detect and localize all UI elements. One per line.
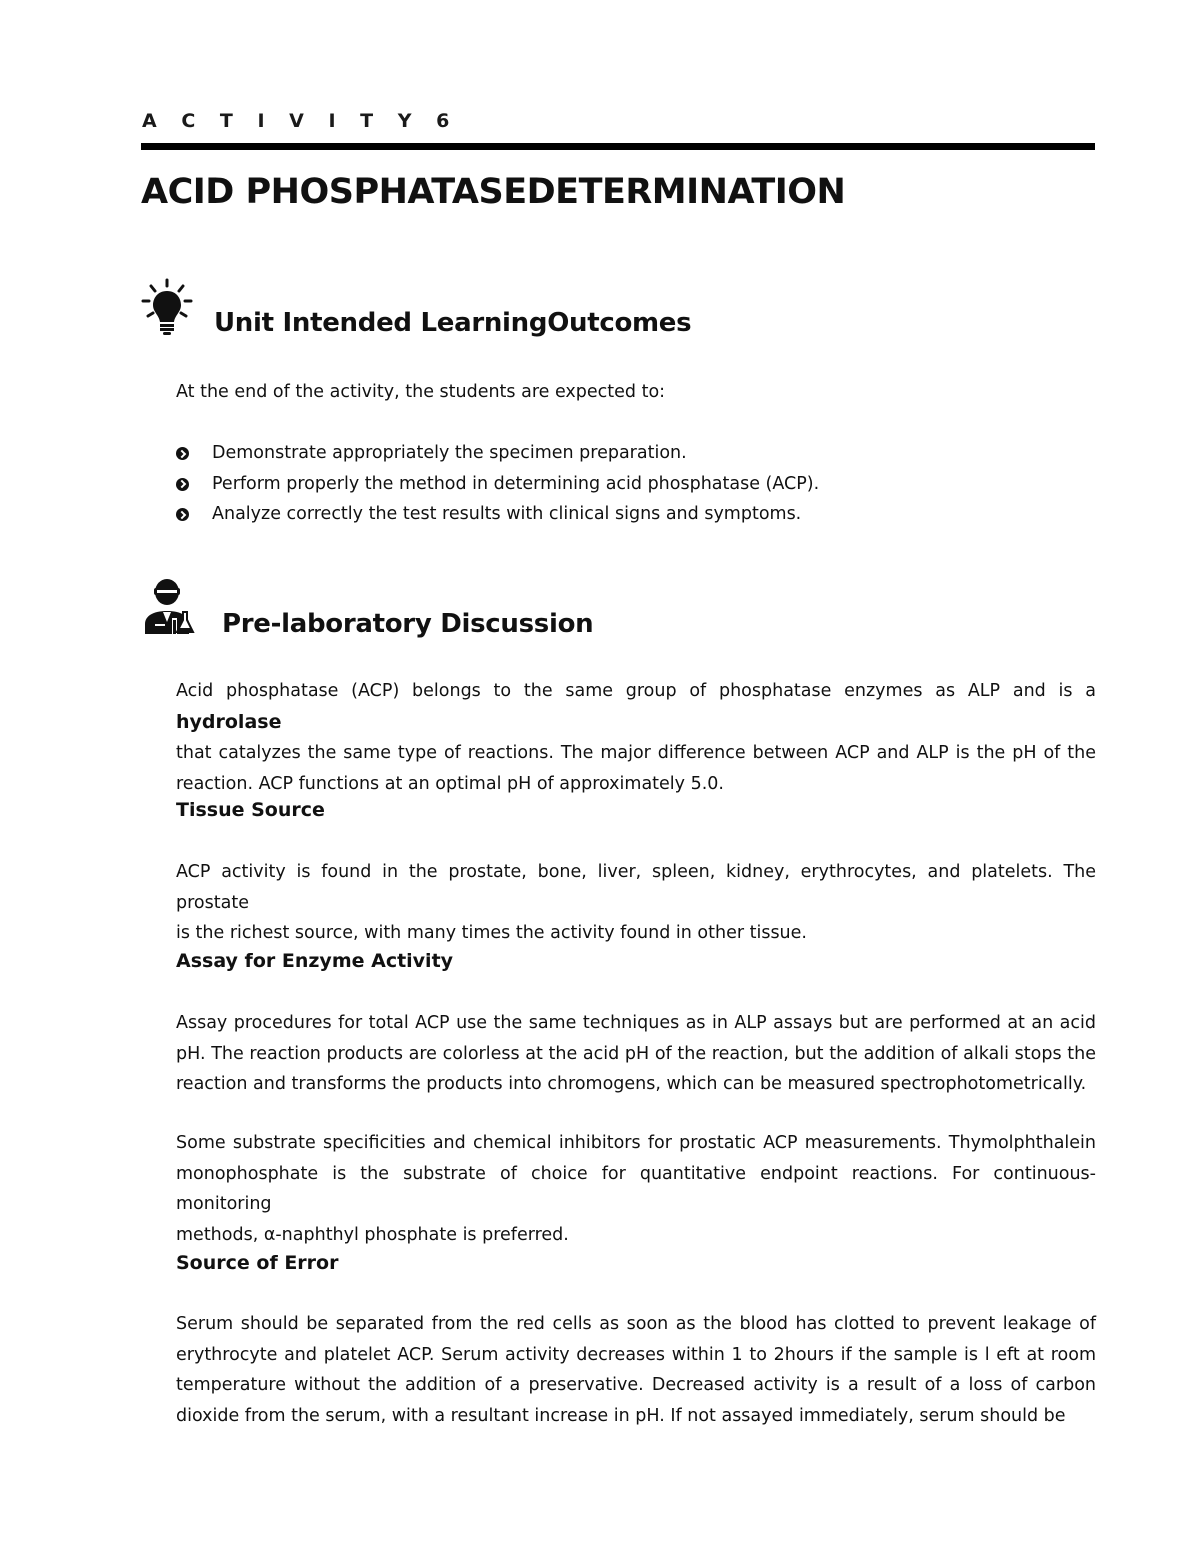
text-line: Assay procedures for total ACP use the same techniques as in ALP assays but are performed at an acid (176, 1013, 1096, 1033)
assay-heading: Assay for Enzyme Activity (176, 950, 454, 972)
text-line: reaction and transforms the products into chromogens, which can be measured spectrophotometrically. (176, 1074, 1087, 1094)
error-heading: Source of Error (176, 1252, 339, 1274)
list-item (176, 469, 819, 500)
text-line: pH. The reaction products are colorless at the acid pH of the reaction, but the addition of alkali stops the (176, 1043, 1096, 1064)
text-line: Some substrate specificities and chemical inhibitors for prostatic ACP measurements. Thymolphthalein (176, 1133, 1096, 1153)
error-text (176, 1309, 1096, 1431)
chevron-right-icon (176, 447, 189, 460)
bold-term: hydrolase (176, 710, 282, 733)
text-line: Serum should be separated from the red cells as soon as the blood has clotted to prevent leakage of (176, 1314, 1096, 1334)
list-item (176, 499, 819, 530)
list-item-text: Demonstrate appropriately the specimen preparation. (212, 443, 687, 463)
text-line: dioxide from the serum, with a resultant increase in pH. If not assayed immediately, serum should be (176, 1405, 1066, 1426)
list-item-text: Analyze correctly the test results with clinical signs and symptoms. (212, 504, 802, 524)
outcomes-list (176, 438, 819, 530)
assay-text-2 (176, 1128, 1096, 1250)
text-line: that catalyzes the same type of reactions. The major difference between ACP and ALP is the pH of the (176, 743, 1096, 763)
prelab-intro (176, 676, 1096, 799)
chevron-right-icon (176, 478, 189, 491)
outcomes-heading: Unit Intended LearningOutcomes (214, 308, 692, 338)
lightbulb-icon (140, 278, 194, 338)
list-item-text: Perform properly the method in determining acid phosphatase (ACP). (212, 473, 820, 494)
tissue-source-text (176, 857, 1096, 949)
page-title: ACID PHOSPHATASEDETERMINATION (141, 172, 846, 212)
assay-text-1 (176, 1008, 1096, 1100)
activity-label: A C T I V I T Y 6 (142, 110, 459, 132)
prelab-heading: Pre-laboratory Discussion (222, 609, 594, 639)
title-divider (141, 143, 1095, 150)
text-line (176, 676, 1096, 738)
text-line: is the richest source, with many times the activity found in other tissue. (176, 923, 807, 943)
text-line: erythrocyte and platelet ACP. Serum activity decreases within 1 to 2hours if the sample is l eft at room (176, 1344, 1096, 1365)
text-line: methods, α-naphthyl phosphate is preferred. (176, 1224, 569, 1245)
lab-scientist-icon (143, 578, 199, 636)
text-line: monophosphate is the substrate of choice for quantitative endpoint reactions. For continuous-monitoring (176, 1163, 1096, 1214)
outcomes-intro: At the end of the activity, the students are expected to: (176, 382, 666, 402)
text-line: reaction. ACP functions at an optimal pH of approximately 5.0. (176, 773, 724, 794)
chevron-right-icon (176, 508, 189, 521)
text-segment: Acid phosphatase (ACP) belongs to the same group of phosphatase enzymes as ALP and is a (176, 681, 1096, 701)
list-item (176, 438, 819, 469)
tissue-source-heading: Tissue Source (176, 799, 325, 821)
text-line: temperature without the addition of a preservative. Decreased activity is a result of a loss of carbon (176, 1375, 1096, 1395)
text-line: ACP activity is found in the prostate, bone, liver, spleen, kidney, erythrocytes, and platelets. The prostate (176, 862, 1096, 913)
